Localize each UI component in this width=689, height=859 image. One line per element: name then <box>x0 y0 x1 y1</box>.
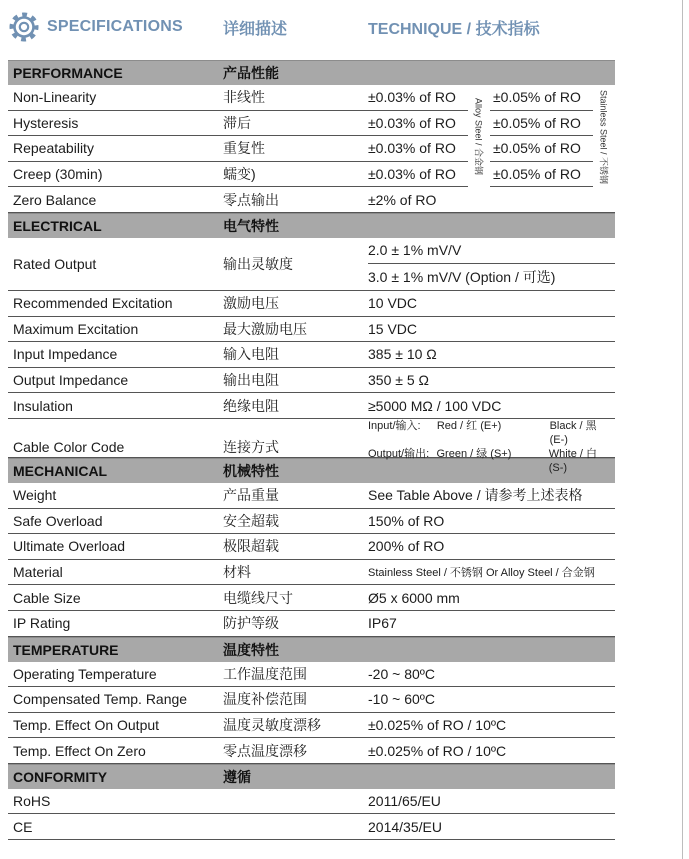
row-label-en: Operating Temperature <box>13 665 157 682</box>
section-header-conformity <box>8 764 615 789</box>
row-value: ≥5000 MΩ / 100 VDC <box>368 397 502 414</box>
row-value: -20 ~ 80ºC <box>368 665 435 682</box>
cable-output-color-2: White / 白 (S-) <box>548 447 598 474</box>
section-title-zh: 产品性能 <box>223 65 279 81</box>
row-label-en: Cable Size <box>13 589 81 606</box>
row-label-en: Input Impedance <box>13 346 118 363</box>
row-label-en: RoHS <box>13 793 51 810</box>
row-value-alloy: ±0.03% of RO <box>368 114 456 131</box>
row-label-zh: 输出电阻 <box>223 372 279 389</box>
row-value-stainless: ±0.05% of RO <box>490 162 593 188</box>
table-row <box>8 509 615 535</box>
row-label-en: CE <box>13 818 33 835</box>
table-row <box>8 85 615 111</box>
row-label-en: Ultimate Overload <box>13 538 126 555</box>
row-value: ±0.025% of RO / 10ºC <box>368 716 507 733</box>
row-value-stainless: ±0.05% of RO <box>490 136 593 162</box>
row-label-en: Recommended Excitation <box>13 295 173 312</box>
table-row <box>8 814 615 840</box>
section-title-zh: 电气特性 <box>223 217 279 234</box>
table-row <box>8 162 615 188</box>
row-label-zh: 激励电压 <box>223 295 279 312</box>
row-label-zh: 温度补偿范围 <box>223 691 307 708</box>
spec-sheet <box>8 0 615 840</box>
table-row <box>8 393 615 419</box>
row-label-en: Weight <box>13 487 57 504</box>
cable-input-color-2: Black / 黑 (E-) <box>549 419 597 446</box>
rated-output-value-1: 2.0 ± 1% mV/V <box>368 238 615 264</box>
table-row <box>8 187 615 213</box>
row-value: 10 VDC <box>368 295 418 312</box>
row-label-en: Creep (30min) <box>13 166 103 183</box>
table-row <box>8 291 615 317</box>
row-label-zh: 输入电阻 <box>223 346 279 363</box>
section-title-en: TEMPERATURE <box>13 641 119 658</box>
row-value: 385 ± 10 Ω <box>368 346 437 363</box>
row-label-zh: 滞后 <box>223 114 251 131</box>
gear-icon <box>8 11 40 43</box>
table-row <box>8 136 615 162</box>
cable-output-prefix: Output/输出: <box>368 447 430 460</box>
row-label-en: IP Rating <box>13 615 71 632</box>
table-row <box>8 789 615 815</box>
cable-input-prefix: Input/输入: <box>368 419 421 432</box>
row-value: Stainless Steel / 不锈钢 Or Alloy Steel / 合金钢 <box>368 567 595 580</box>
row-value-stainless: ±0.05% of RO <box>490 85 593 111</box>
cable-output-color-1: Green / 绿 (S+) <box>436 447 512 460</box>
row-value: See Table Above / 请参考上述表格 <box>368 487 583 504</box>
row-label-en: Output Impedance <box>13 372 129 389</box>
row-label-zh: 零点输出 <box>223 191 279 208</box>
row-label-en: Insulation <box>13 397 73 414</box>
row-label-zh: 温度灵敏度漂移 <box>223 716 321 733</box>
row-label-zh: 非线性 <box>223 89 265 106</box>
table-row <box>8 662 615 688</box>
row-label-en: Rated Output <box>13 255 97 272</box>
row-value: 2014/35/EU <box>368 818 442 835</box>
row-label-zh: 蠕变) <box>223 166 256 183</box>
table-row <box>8 560 615 586</box>
row-value-alloy: ±0.03% of RO <box>368 89 456 106</box>
table-row <box>8 687 615 713</box>
section-title-en: PERFORMANCE <box>13 65 123 81</box>
row-label-zh: 连接方式 <box>223 438 279 455</box>
table-row <box>8 713 615 739</box>
cable-input-color-1: Red / 红 (E+) <box>436 419 502 432</box>
rated-output-row <box>8 238 615 291</box>
table-row <box>8 534 615 560</box>
row-value: 150% of RO <box>368 512 445 529</box>
row-label-zh: 产品重量 <box>223 487 279 504</box>
row-label-zh: 重复性 <box>223 140 265 157</box>
table-row <box>8 317 615 343</box>
row-label-zh: 绝缘电阻 <box>223 397 279 414</box>
row-value: 200% of RO <box>368 538 445 555</box>
row-value: 2011/65/EU <box>368 793 441 810</box>
row-value: 350 ± 5 Ω <box>368 372 429 389</box>
header <box>8 10 615 44</box>
table-row <box>8 483 615 509</box>
row-label-en: Temp. Effect On Output <box>13 716 160 733</box>
section-title-zh: 遵循 <box>223 768 251 785</box>
row-label-zh: 防护等级 <box>223 615 279 632</box>
section-title-zh: 温度特性 <box>223 641 279 658</box>
section-title-en: MECHANICAL <box>13 462 108 479</box>
row-value-alloy: ±0.03% of RO <box>368 140 456 157</box>
table-row <box>8 611 615 637</box>
rated-output-value-2: 3.0 ± 1% mV/V (Option / 可选) <box>368 268 556 285</box>
row-label-en: Safe Overload <box>13 512 103 529</box>
stainless-steel-vertical-label: Stainless Steel / 不锈钢 <box>598 89 609 185</box>
row-value-alloy: ±0.03% of RO <box>368 166 456 183</box>
section-header-temperature <box>8 637 615 662</box>
page-edge-line <box>682 0 683 859</box>
section-header-mechanical <box>8 458 615 483</box>
table-row <box>8 368 615 394</box>
row-label-en: Maximum Excitation <box>13 320 139 337</box>
page-title-zh: 详细描述 <box>223 20 288 38</box>
row-label-zh: 安全超载 <box>223 512 279 529</box>
row-label-zh: 零点温度漂移 <box>223 742 307 759</box>
row-value: 15 VDC <box>368 320 418 337</box>
row-value: Ø5 x 6000 mm <box>368 589 460 606</box>
row-label-en: Repeatability <box>13 140 94 157</box>
row-label-en: Zero Balance <box>13 191 97 208</box>
section-title-zh: 机械特性 <box>223 462 279 479</box>
alloy-steel-vertical-label: Alloy Steel / 合金钢 <box>473 98 484 176</box>
performance-dual-block <box>8 85 615 187</box>
table-row <box>8 585 615 611</box>
row-label-en: Hysteresis <box>13 114 79 131</box>
section-title-en: ELECTRICAL <box>13 217 102 234</box>
table-row <box>8 738 615 764</box>
row-label-en: Material <box>13 564 63 581</box>
row-label-en: Temp. Effect On Zero <box>13 742 146 759</box>
row-label-zh: 材料 <box>223 564 251 581</box>
section-header-electrical <box>8 213 615 238</box>
table-row <box>8 342 615 368</box>
row-label-en: Non-Linearity <box>13 89 97 106</box>
row-value: IP67 <box>368 615 397 632</box>
page-title: SPECIFICATIONS <box>47 18 183 35</box>
page-title-tech: TECHNIQUE / 技术指标 <box>368 20 540 38</box>
row-value: ±2% of RO <box>368 191 437 208</box>
row-label-en: Compensated Temp. Range <box>13 691 188 708</box>
section-header-performance <box>8 60 615 85</box>
row-label-zh: 电缆线尺寸 <box>223 589 293 606</box>
row-label-zh: 输出灵敏度 <box>223 255 293 272</box>
row-label-en: Cable Color Code <box>13 438 125 455</box>
section-title-en: CONFORMITY <box>13 768 108 785</box>
row-value-stainless: ±0.05% of RO <box>490 111 593 137</box>
row-value: ±0.025% of RO / 10ºC <box>368 742 507 759</box>
table-row <box>8 111 615 137</box>
row-value: -10 ~ 60ºC <box>368 691 435 708</box>
row-label-zh: 工作温度范围 <box>223 665 307 682</box>
row-label-zh: 最大激励电压 <box>223 320 307 337</box>
row-label-zh: 极限超载 <box>223 538 279 555</box>
